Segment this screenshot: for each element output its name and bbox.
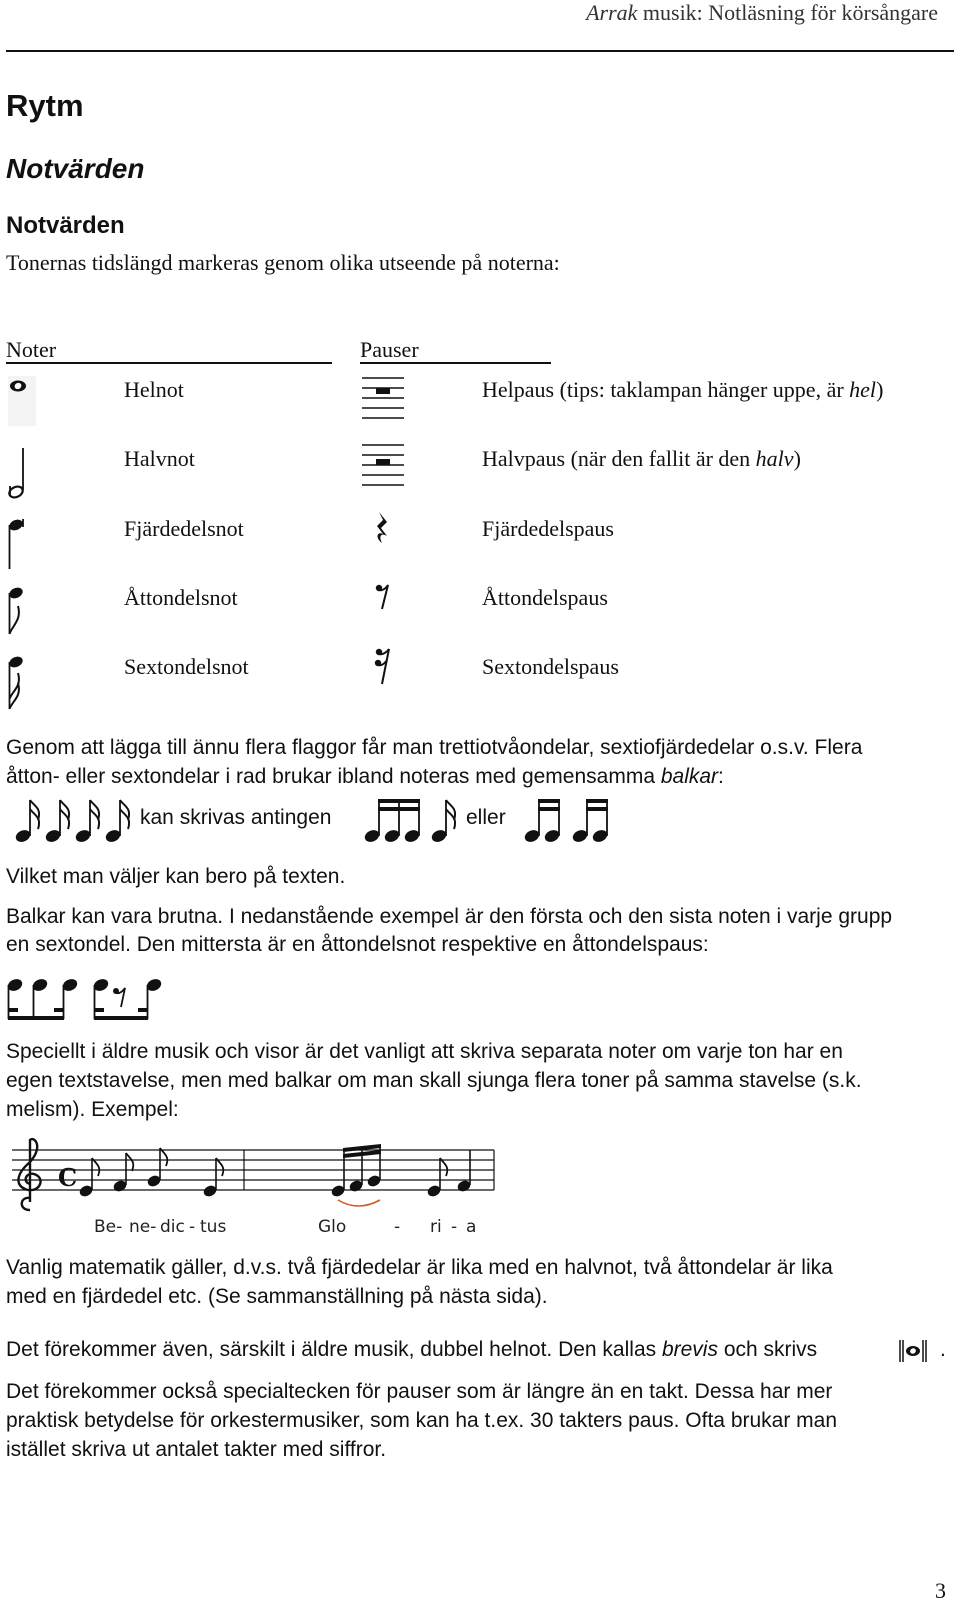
melisma-line2: egen textstavelse, men med balkar om man skall sjunga flera toner på samma stavelse (s.k. — [6, 1069, 862, 1092]
can-be-written-text: kan skrivas antingen — [140, 806, 332, 829]
melisma-line1: Speciellt i äldre musik och visor är det vanligt att skriva separata noter om varje ton har en — [6, 1040, 843, 1063]
longrests-line3: istället skriva ut antalet takter med siffror. — [6, 1438, 387, 1461]
broken-beams-line1: Balkar kan vara brutna. I nedanstående exempel är den första och den sista noten i varje grupp — [6, 905, 893, 928]
heading-notvarden: Notvärden — [6, 212, 125, 239]
lyric-syllable: Glo — [318, 1217, 347, 1237]
broken-beam-example-icon — [6, 977, 158, 1023]
lyric-syllable: Be- — [94, 1217, 123, 1237]
rest-label-whole: Helpaus (tips: taklampan hänger uppe, är hel) — [482, 377, 884, 402]
heading-notvarden-italic: Notvärden — [6, 153, 145, 184]
rest-label-eighth: Åttondelspaus — [482, 585, 608, 610]
longrests-line2: praktisk betydelse för orkestermusiker, som kan ha t.ex. 30 takters paus. Ofta brukar man — [6, 1409, 838, 1432]
longrests-line1: Det förekommer också specialtecken för pauser som är längre än en takt. Dessa har mer — [6, 1380, 833, 1403]
lyric-syllable: - — [451, 1217, 458, 1237]
beams-paragraph-line2: åtton- eller sextondelar i rad brukar ibland noteras med gemensamma balkar: — [6, 765, 724, 788]
rests-header-rule — [360, 362, 551, 364]
half-note-icon — [8, 446, 32, 502]
brevis-end-period: . — [940, 1338, 946, 1361]
beams-paragraph-line1: Genom att lägga till ännu flera flaggor får man trettiotvåondelar, sextiofjärdedelar o.s.v. Flera — [6, 736, 863, 759]
note-label-sixteenth: Sextondelsnot — [124, 654, 249, 679]
quarter-rest-icon — [374, 511, 392, 545]
note-label-quarter: Fjärdedelsnot — [124, 516, 244, 541]
header-brand: Arrak — [586, 0, 638, 25]
lyric-syllable: ri — [430, 1217, 442, 1237]
quarter-note-icon — [8, 517, 32, 571]
lyric-syllable: - — [394, 1217, 401, 1237]
choose-text: Vilket man väljer kan bero på texten. — [6, 865, 346, 888]
lyric-syllable: a — [466, 1217, 477, 1237]
note-label-whole: Helnot — [124, 377, 184, 402]
eighth-note-icon — [8, 586, 32, 636]
or-text: eller — [466, 806, 506, 829]
eighth-rest-icon — [374, 582, 392, 612]
two-beamed-pairs-icon — [522, 798, 612, 846]
whole-note-icon — [8, 376, 38, 426]
lyric-syllable: dic — [160, 1217, 185, 1237]
column-notes-header: Noter — [6, 337, 57, 362]
broken-beams-line2: en sextondel. Den mittersta är en åttondelsnot respektive en åttondelspaus: — [6, 933, 709, 956]
rest-label-sixteenth: Sextondelspaus — [482, 654, 619, 679]
brevis-line: Det förekommer även, särskilt i äldre musik, dubbel helnot. Den kallas brevis och skrivs — [6, 1338, 818, 1361]
header-rule — [6, 50, 954, 52]
rest-label-half: Halvpaus (när den fallit är den halv) — [482, 446, 801, 471]
note-label-half: Halvnot — [124, 446, 195, 471]
header-title: musik: Notläsning för körsångare — [637, 0, 938, 25]
lyric-syllable: ne- — [129, 1217, 157, 1237]
intro-text: Tonernas tidslängd markeras genom olika utseende på noterna: — [6, 250, 560, 275]
lyric-syllable: - — [189, 1217, 196, 1237]
whole-rest-icon — [360, 374, 406, 422]
lyric-syllable: tus — [200, 1217, 227, 1237]
running-header — [586, 0, 938, 26]
half-rest-icon — [360, 441, 406, 489]
brevis-note-icon — [898, 1338, 928, 1364]
svg-text:C: C — [58, 1163, 78, 1192]
melisma-staff-example — [8, 1140, 498, 1240]
beamed-sixteenths-icon — [362, 798, 458, 846]
melisma-line3: melism). Exempel: — [6, 1098, 179, 1121]
sixteenth-rest-icon — [374, 646, 394, 688]
page-number: 3 — [935, 1578, 946, 1603]
rest-label-quarter: Fjärdedelspaus — [482, 516, 614, 541]
sixteenth-note-icon — [8, 655, 32, 711]
math-line2: med en fjärdedel etc. (Se sammanställning på nästa sida). — [6, 1285, 548, 1308]
note-label-eighth: Åttondelsnot — [124, 585, 238, 610]
column-rests-header: Pauser — [360, 337, 419, 362]
math-line1: Vanlig matematik gäller, d.v.s. två fjärdedelar är lika med en halvnot, två åttondelar är lika — [6, 1256, 833, 1279]
heading-rytm: Rytm — [6, 88, 84, 123]
notes-header-rule — [6, 362, 332, 364]
four-sixteenth-notes-icon — [14, 798, 138, 846]
